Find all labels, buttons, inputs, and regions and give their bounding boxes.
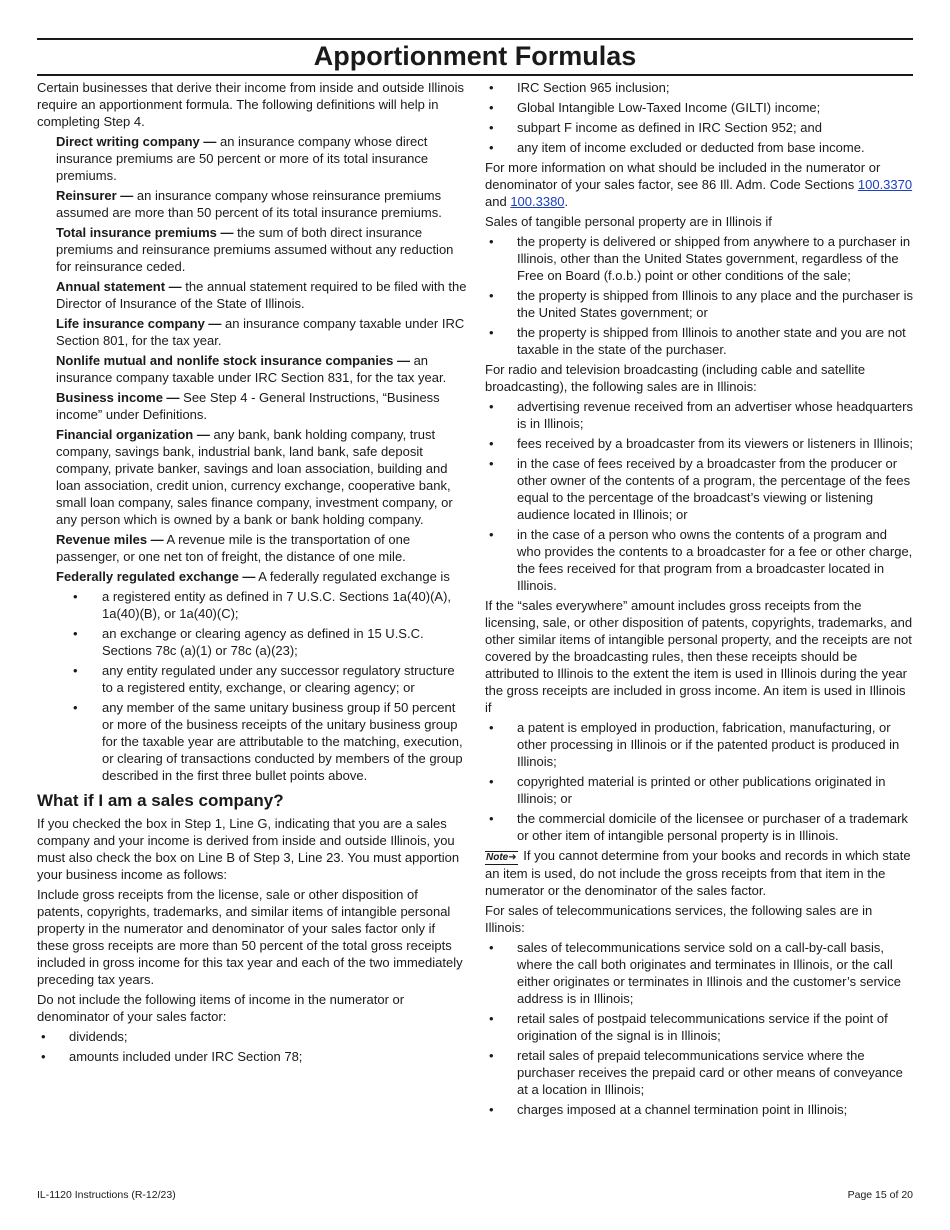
definition-term: Life insurance company — — [56, 316, 222, 331]
broadcast-intro: For radio and television broadcasting (including cable and satellite broadcasting), the following sales are in Illinois: — [485, 362, 866, 394]
definition-text: A revenue mile is the transportation of one passenger, or one net ton of freight, the distance of one mile. — [56, 532, 411, 564]
list-item: • dividends; — [37, 1028, 467, 1045]
list-item: • subpart F income as defined in IRC Section 952; and — [485, 119, 913, 136]
definition-text: an insurance company whose direct insurance premiums are 50 percent or more of its total insurance premiums. — [56, 134, 429, 183]
sales-company-heading: What if I am a sales company? — [37, 791, 284, 810]
definition-item — [56, 426, 467, 528]
definition-text: A federally regulated exchange is — [255, 569, 450, 584]
title-rule — [37, 74, 913, 76]
definition-term: Reinsurer — — [56, 188, 134, 203]
definition-term: Nonlife mutual and nonlife stock insurance companies — — [56, 353, 410, 368]
definition-item — [56, 568, 467, 585]
footer-form-id: IL-1120 Instructions (R-12/23) — [37, 1189, 176, 1201]
intangible-paragraph: If the “sales everywhere” amount includes gross receipts from the licensing, sale, or other disposition of patents, copyrights, trademarks, and other similar items of intangible personal property, and the receipts are not covered by the broadcasting rules, then these receipts should be attributed to Illinois to the extent the item is used in Illinois during the year the gross receipts are included in gross income. An item is used in Illinois if — [485, 598, 913, 715]
definition-text: an insurance company taxable under IRC Section 831, for the tax year. — [56, 353, 447, 385]
list-item: • Global Intangible Low-Taxed Income (GILTI) income; — [485, 99, 913, 116]
list-item: • the property is shipped from Illinois to another state and you are not taxable in the state of the purchaser. — [485, 324, 913, 358]
definition-term: Federally regulated exchange — — [56, 569, 256, 584]
list-item: • retail sales of prepaid telecommunications service where the purchaser receives the prepaid card or other means of conveyance at a location in Illinois; — [485, 1047, 913, 1098]
list-item: • a patent is employed in production, fabrication, manufacturing, or other processing in Illinois or if the patented product is produced in Illinois; — [485, 719, 913, 770]
section-100-3380-link[interactable]: 100.3380 — [510, 194, 565, 209]
tangible-intro: Sales of tangible personal property are in Illinois if — [485, 214, 772, 229]
definition-term: Direct writing company — — [56, 134, 217, 149]
list-item: • the property is shipped from Illinois to any place and the purchaser is the United States government; or — [485, 287, 913, 321]
definition-term: Revenue miles — — [56, 532, 164, 547]
broadcast-bullet-list — [485, 398, 913, 594]
definition-text: an insurance company taxable under IRC Section 801, for the tax year. — [56, 316, 465, 348]
definition-item — [56, 315, 467, 349]
sales-paragraph-3: Do not include the following items of income in the numerator or denominator of your sales factor: — [37, 992, 405, 1024]
definition-text: an insurance company whose reinsurance premiums assumed are more than 50 percent of its total insurance premiums. — [56, 188, 442, 220]
tangible-bullet-list — [485, 233, 913, 358]
definition-item — [56, 389, 467, 423]
footer-page-number: Page 15 of 20 — [847, 1189, 913, 1201]
exclusion-bullet-list — [37, 1028, 467, 1065]
exchange-bullet-list — [56, 588, 467, 784]
list-item: • any entity regulated under any successor regulatory structure to a registered entity, exchange, or clearing agency; or — [56, 662, 467, 696]
intangible-bullet-list — [485, 719, 913, 844]
right-column — [485, 79, 913, 1121]
list-item: • sales of telecommunications service sold on a call-by-call basis, where the call both originates and terminates in Illinois, or the call either originates or terminates in Illinois and the customer’s service address is in Illinois; — [485, 939, 913, 1007]
list-item: • an exchange or clearing agency as defined in 15 U.S.C. Sections 78c (a)(1) or 78c (a)(23); — [56, 625, 467, 659]
list-item: • advertising revenue received from an advertiser whose headquarters is in Illinois; — [485, 398, 913, 432]
list-item: • amounts included under IRC Section 78; — [37, 1048, 467, 1065]
list-item: • charges imposed at a channel termination point in Illinois; — [485, 1101, 913, 1118]
list-item: • any member of the same unitary business group if 50 percent or more of the business receipts of the unitary business group for the taxable year are attributable to the matching, execution, or clearing of transactions conducted by members of the group described in the first three bullet points above. — [56, 699, 467, 784]
definition-text: the sum of both direct insurance premiums and reinsurance premiums assumed without any reduction for reinsurance ceded. — [56, 225, 454, 274]
telecom-bullet-list — [485, 939, 913, 1118]
definitions-list — [37, 133, 467, 585]
definition-item — [56, 278, 467, 312]
definition-text: See Step 4 - General Instructions, “Business income” under Definitions. — [56, 390, 440, 422]
list-item: • retail sales of postpaid telecommunications service if the point of origination of the signal is in Illinois; — [485, 1010, 913, 1044]
definition-term: Business income — — [56, 390, 180, 405]
page-title: Apportionment Formulas — [313, 41, 637, 71]
definition-text: the annual statement required to be filed with the Director of Insurance of the State of Illinois. — [56, 279, 467, 311]
list-item: • any item of income excluded or deducted from base income. — [485, 139, 913, 156]
list-item: • the property is delivered or shipped from anywhere to a purchaser in Illinois, other than the United States government, regardless of the Free on Board (f.o.b.) point or other conditions of the sale; — [485, 233, 913, 284]
left-column — [37, 79, 467, 1068]
list-item: • copyrighted material is printed or other publications originated in Illinois; or — [485, 773, 913, 807]
definition-text: any bank, bank holding company, trust company, savings bank, industrial bank, land bank, safe deposit company, private banker, savings and loan association, building and loan association, credit union, currency exchange, cooperative bank, small loan company, sales finance company, investment company, or any person which is owned by a bank or bank holding company. — [56, 427, 453, 527]
list-item: • fees received by a broadcaster from its viewers or listeners in Illinois; — [485, 435, 913, 452]
definition-item — [56, 187, 467, 221]
section-100-3370-link[interactable]: 100.3370 — [857, 177, 913, 192]
sales-paragraph-2: Include gross receipts from the license, sale or other disposition of patents, copyrights, trademarks, and similar items of intangible personal property in the numerator and denominator of your sales factor only if these gross receipts are more than 50 percent of the total gross receipts included in gross income for this tax year and each of the two immediately preceding tax years. — [37, 887, 463, 987]
list-item: • a registered entity as defined in 7 U.S.C. Sections 1a(40)(A), 1a(40)(B), or 1a(40)(C); — [56, 588, 467, 622]
list-item: • in the case of fees received by a broadcaster from the producer or other owner of the contents of a program, the percentage of the fees equal to the percentage of the broadcast’s viewing or listening audience located in Illinois; or — [485, 455, 913, 523]
note-paragraph: Note➜ If you cannot determine from your books and records in which state an item is used, do not include the gross receipts from that item in the numerator or the denominator of the sales factor. — [485, 848, 911, 898]
definition-term: Annual statement — — [56, 279, 182, 294]
definition-item — [56, 133, 467, 184]
definition-item — [56, 531, 467, 565]
exclusion-bullet-list-continued — [485, 79, 913, 156]
list-item: • IRC Section 965 inclusion; — [485, 79, 913, 96]
telecom-intro: For sales of telecommunications services, the following sales are in Illinois: — [485, 903, 873, 935]
definition-item — [56, 224, 467, 275]
definition-term: Financial organization — — [56, 427, 210, 442]
sales-paragraph-1: If you checked the box in Step 1, Line G, indicating that you are a sales company and your income is derived from inside and outside Illinois, you must also check the box on Line B of Step 3, Line 23. You must apportion your business income as follows: — [37, 816, 460, 882]
list-item: • the commercial domicile of the licensee or purchaser of a trademark or other item of intangible personal property is in Illinois. — [485, 810, 913, 844]
list-item: • in the case of a person who owns the contents of a program and who provides the contents to a broadcaster for a fee or other charge, the fees received for that program from a broadcaster located in Illinois. — [485, 526, 913, 594]
note-icon: Note➜ — [486, 852, 517, 863]
definition-term: Total insurance premiums — — [56, 225, 234, 240]
more-info-paragraph: For more information on what should be included in the numerator or denominator of your sales factor, see 86 Ill. Adm. Code Sections 100.3370 and 100.3380. — [485, 160, 913, 209]
intro-paragraph: Certain businesses that derive their income from inside and outside Illinois require an apportionment formula. The following definitions will help in completing Step 4. — [37, 80, 465, 129]
definition-item — [56, 352, 467, 386]
